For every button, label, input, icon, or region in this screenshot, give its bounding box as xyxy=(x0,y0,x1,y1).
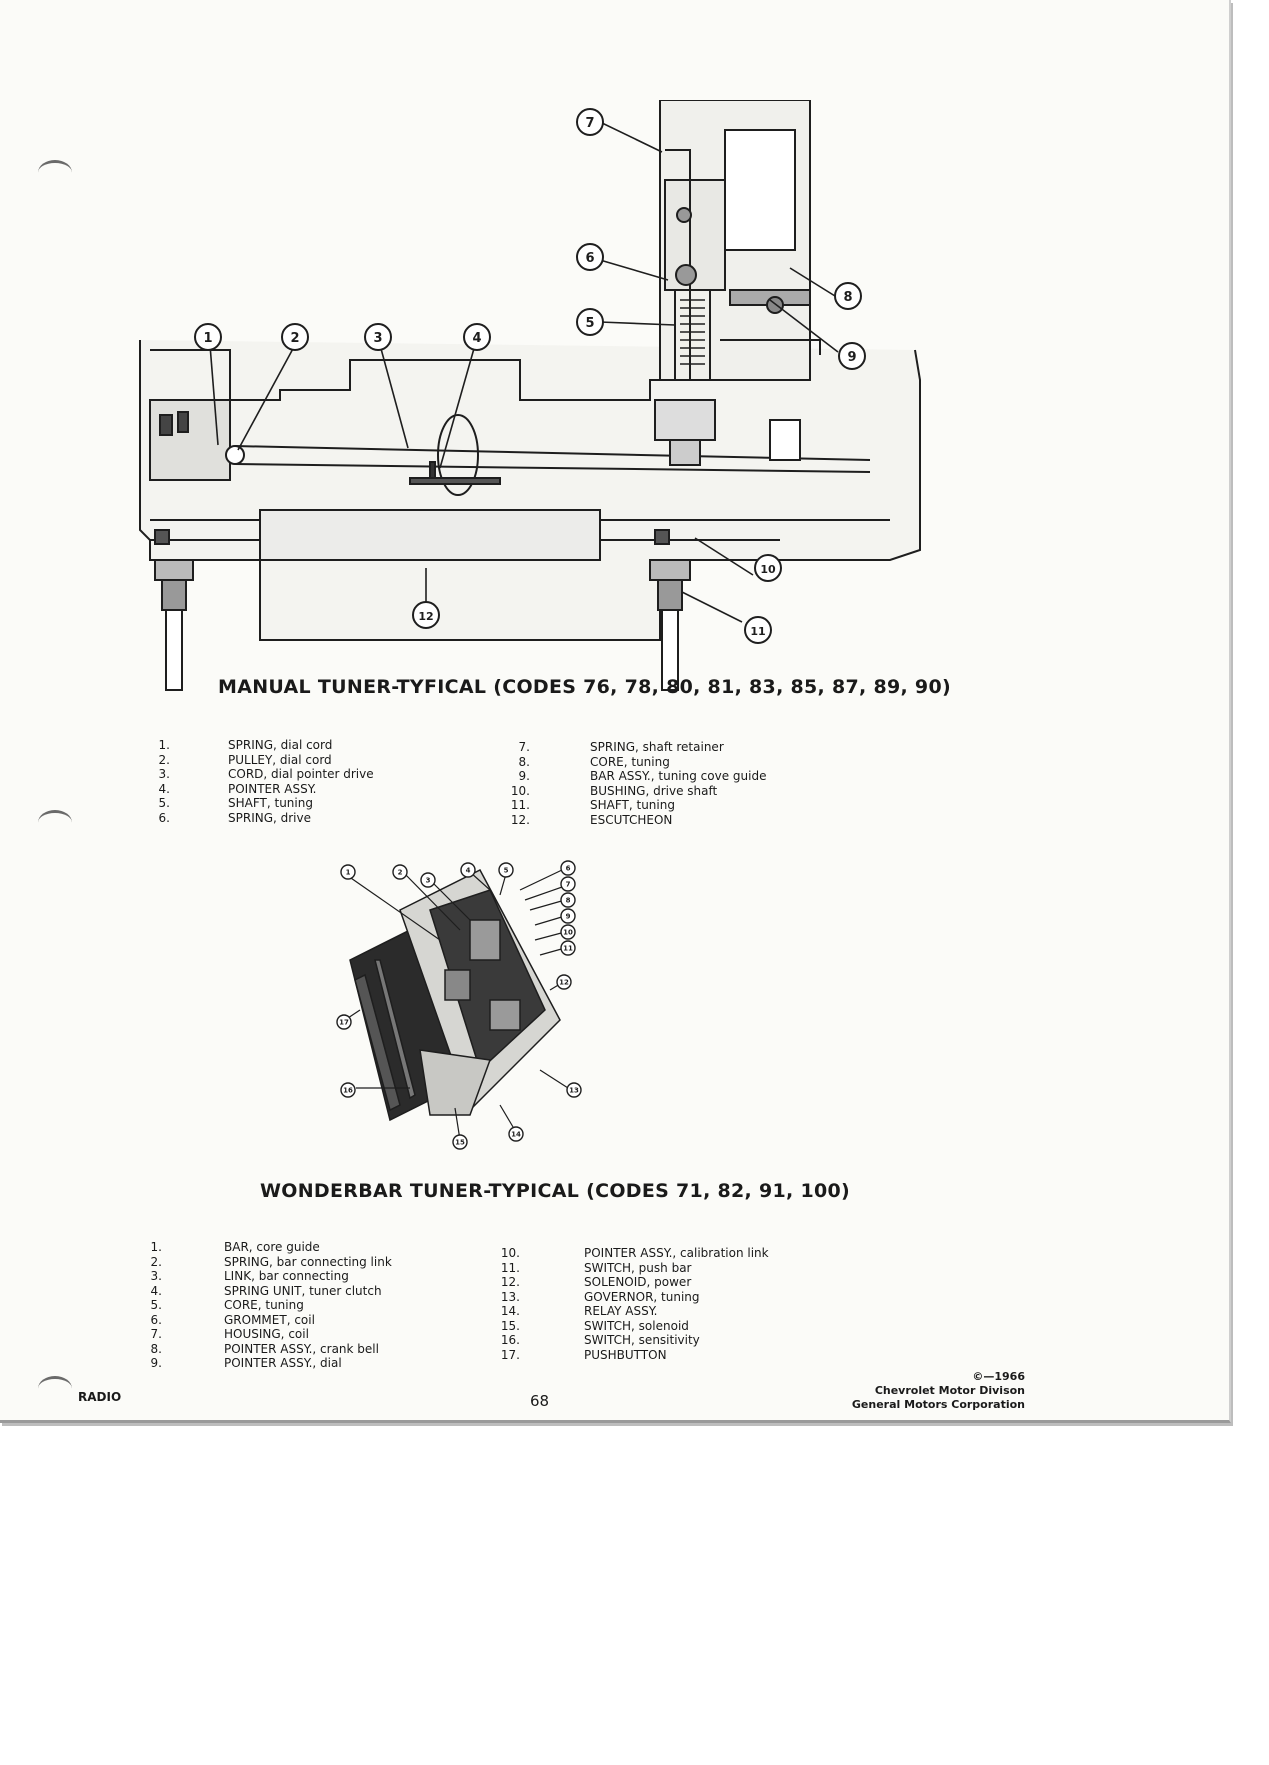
callout-label: 2 xyxy=(290,331,300,346)
part-description: CORD, dial pointer drive xyxy=(228,767,374,781)
part-description: SPRING, drive xyxy=(228,810,312,825)
part-number: 5. xyxy=(158,796,170,810)
parts-row xyxy=(102,1327,392,1342)
part-description: PUSHBUTTON xyxy=(584,1347,667,1362)
parts-row xyxy=(110,753,374,768)
part-number: 4. xyxy=(158,781,170,796)
part-number: 8. xyxy=(518,754,530,769)
part-number: 1. xyxy=(150,1240,162,1254)
part-number: 9. xyxy=(518,769,530,783)
parts-row xyxy=(110,782,374,797)
parts-row xyxy=(470,798,766,813)
parts-row xyxy=(102,1269,392,1284)
manual-parts-left xyxy=(110,738,374,825)
callout-label: 3 xyxy=(373,331,383,346)
parts-row xyxy=(460,1246,769,1261)
part-description: PULLEY, dial cord xyxy=(228,752,332,767)
section-label: RADIO xyxy=(78,1390,122,1404)
parts-row xyxy=(102,1255,392,1270)
part-number: 5. xyxy=(150,1298,162,1312)
parts-row xyxy=(102,1240,392,1255)
callout-label: 8 xyxy=(565,896,571,905)
part-number: 3. xyxy=(158,767,170,781)
callout-label: 15 xyxy=(455,1138,465,1147)
part-number: 9. xyxy=(150,1356,162,1370)
part-description: SPRING, dial cord xyxy=(228,738,333,752)
parts-row xyxy=(470,740,766,755)
part-number: 1. xyxy=(158,738,170,752)
part-number: 15. xyxy=(500,1318,520,1333)
part-description: GROMMET, coil xyxy=(224,1312,315,1327)
parts-row xyxy=(470,784,766,799)
parts-row xyxy=(460,1333,769,1348)
callout-label: 9 xyxy=(565,912,571,921)
callout-label: 5 xyxy=(585,316,595,331)
part-description: SWITCH, push bar xyxy=(584,1260,692,1275)
parts-row xyxy=(470,769,766,784)
part-description: SPRING, shaft retainer xyxy=(590,740,724,754)
parts-row xyxy=(470,813,766,828)
callout-label: 12 xyxy=(418,610,434,623)
wonderbar-tuner-diagram xyxy=(320,850,630,1150)
part-number: 6. xyxy=(158,810,170,825)
part-description: BAR, core guide xyxy=(224,1240,320,1254)
callout-label: 2 xyxy=(397,868,403,877)
part-number: 7. xyxy=(150,1327,162,1341)
callout-label: 4 xyxy=(472,331,482,346)
binder-hole-mark xyxy=(38,810,72,835)
callout-label: 9 xyxy=(847,350,857,365)
parts-row xyxy=(470,755,766,770)
part-description: BAR ASSY., tuning cove guide xyxy=(590,769,767,783)
part-description: RELAY ASSY. xyxy=(584,1304,658,1318)
parts-row xyxy=(460,1348,769,1363)
callout-label: 11 xyxy=(750,625,766,638)
binder-hole-mark xyxy=(38,160,72,185)
part-number: 3. xyxy=(150,1269,162,1283)
callout-label: 10 xyxy=(563,928,573,937)
binder-hole-mark xyxy=(38,1376,72,1401)
parts-row xyxy=(110,738,374,753)
part-description: POINTER ASSY., dial xyxy=(224,1356,342,1370)
part-number: 12. xyxy=(510,812,530,827)
callout-label: 3 xyxy=(425,876,431,885)
callout-label: 6 xyxy=(585,251,595,266)
callout-label: 12 xyxy=(559,978,569,987)
part-description: SWITCH, solenoid xyxy=(584,1318,689,1333)
copyright-block xyxy=(790,1370,1025,1412)
callout-label: 4 xyxy=(465,866,471,875)
part-number: 14. xyxy=(500,1304,520,1318)
parts-row xyxy=(110,767,374,782)
part-description: CORE, tuning xyxy=(224,1298,304,1312)
parts-row xyxy=(110,811,374,826)
part-number: 4. xyxy=(150,1283,162,1298)
part-number: 2. xyxy=(158,752,170,767)
wonderbar-tuner-caption: WONDERBAR TUNER-TYPICAL (CODES 71, 82, 91, 100) xyxy=(260,1180,850,1202)
part-number: 10. xyxy=(500,1246,520,1260)
part-description: SWITCH, sensitivity xyxy=(584,1333,700,1347)
part-number: 6. xyxy=(150,1312,162,1327)
parts-row xyxy=(460,1304,769,1319)
part-number: 13. xyxy=(500,1289,520,1304)
part-description: ESCUTCHEON xyxy=(590,812,673,827)
copyright-year: ©—1966 xyxy=(972,1370,1025,1383)
callout-label: 11 xyxy=(563,944,573,953)
copyright-division: Chevrolet Motor Divison xyxy=(874,1384,1025,1397)
part-description: HOUSING, coil xyxy=(224,1327,309,1341)
callout-label: 14 xyxy=(511,1130,521,1139)
part-number: 12. xyxy=(500,1275,520,1289)
part-description: POINTER ASSY., calibration link xyxy=(584,1246,769,1260)
part-description: CORE, tuning xyxy=(590,754,670,769)
part-number: 10. xyxy=(510,783,530,798)
callout-label: 8 xyxy=(843,290,853,305)
callout-label: 7 xyxy=(565,880,571,889)
part-description: SOLENOID, power xyxy=(584,1275,692,1289)
part-description: SHAFT, tuning xyxy=(590,798,675,812)
part-description: GOVERNOR, tuning xyxy=(584,1289,700,1304)
part-description: BUSHING, drive shaft xyxy=(590,783,718,798)
callout-label: 1 xyxy=(203,331,213,346)
parts-row xyxy=(102,1342,392,1357)
page-number: 68 xyxy=(530,1392,550,1410)
copyright-corporation: General Motors Corporation xyxy=(851,1398,1025,1411)
parts-row xyxy=(102,1298,392,1313)
part-description: SHAFT, tuning xyxy=(228,796,313,810)
callout-label: 10 xyxy=(760,563,776,576)
part-description: POINTER ASSY. xyxy=(228,781,317,796)
parts-row xyxy=(460,1275,769,1290)
parts-row xyxy=(460,1261,769,1276)
parts-row xyxy=(460,1319,769,1334)
parts-row xyxy=(102,1313,392,1328)
part-number: 2. xyxy=(150,1254,162,1269)
part-number: 16. xyxy=(500,1333,520,1347)
part-number: 17. xyxy=(500,1347,520,1362)
parts-row xyxy=(110,796,374,811)
manual-tuner-caption: MANUAL TUNER-TYFICAL (CODES 76, 78, 80, 81, 83, 85, 87, 89, 90) xyxy=(218,676,951,698)
manual-parts-right xyxy=(470,740,766,827)
callout-label: 13 xyxy=(569,1086,579,1095)
callout-label: 16 xyxy=(343,1086,353,1095)
part-description: SPRING UNIT, tuner clutch xyxy=(224,1283,382,1298)
callout-label: 5 xyxy=(503,866,509,875)
callout-label: 1 xyxy=(345,868,351,877)
callout-label: 6 xyxy=(565,864,571,873)
manual-tuner-diagram xyxy=(130,100,1020,720)
parts-row xyxy=(102,1356,392,1371)
part-number: 8. xyxy=(150,1341,162,1356)
part-description: LINK, bar connecting xyxy=(224,1269,349,1283)
part-description: POINTER ASSY., crank bell xyxy=(224,1341,379,1356)
wonderbar-parts-left xyxy=(102,1240,392,1371)
part-description: SPRING, bar connecting link xyxy=(224,1254,392,1269)
parts-row xyxy=(460,1290,769,1305)
part-number: 11. xyxy=(510,798,530,812)
part-number: 11. xyxy=(500,1260,520,1275)
callout-label: 17 xyxy=(339,1018,349,1027)
part-number: 7. xyxy=(518,740,530,754)
parts-row xyxy=(102,1284,392,1299)
callout-label: 7 xyxy=(585,116,595,131)
wonderbar-parts-right xyxy=(460,1246,769,1362)
